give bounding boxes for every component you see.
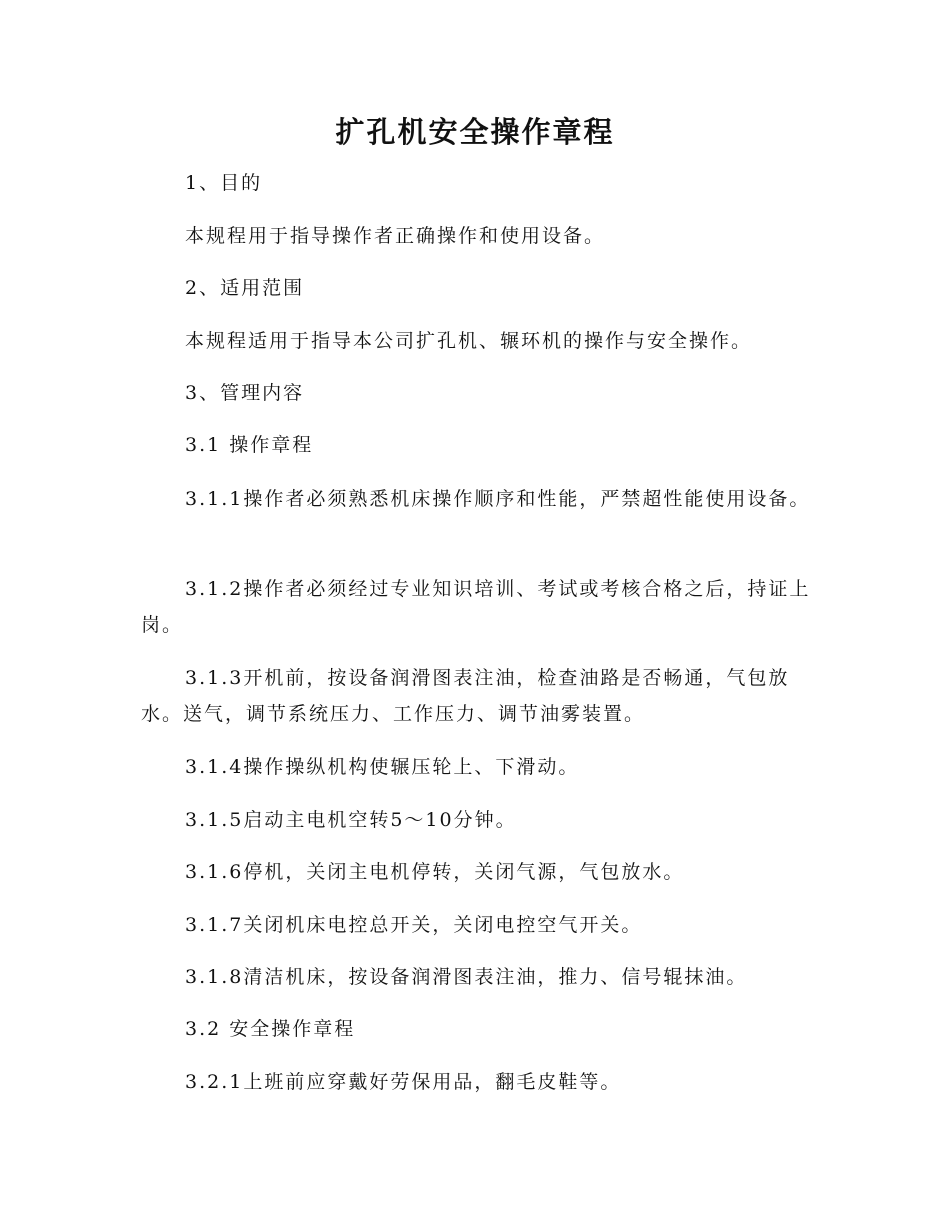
clause-3-2-1: 3.2.1上班前应穿戴好劳保用品，翻毛皮鞋等。 [185, 1071, 622, 1093]
clause-3-1-5: 3.1.5启动主电机空转5～10分钟。 [185, 809, 517, 831]
clause-3-1-7: 3.1.7关闭机床电控总开关，关闭电控空气开关。 [185, 914, 643, 936]
clause-3-1-3: 3.1.3开机前，按设备润滑图表注油，检查油路是否畅通，气包放水。送气，调节系统压力、工作压力、调节油雾装置。 [141, 667, 790, 725]
paragraph-scope: 本规程适用于指导本公司扩孔机、辗环机的操作与安全操作。 [185, 330, 753, 352]
section-heading-scope: 2、适用范围 [185, 277, 305, 299]
clause-3-1-8: 3.1.8清洁机床，按设备润滑图表注油，推力、信号辊抹油。 [185, 966, 748, 988]
clause-3-1-4: 3.1.4操作操纵机构使辗压轮上、下滑动。 [185, 756, 580, 778]
subsection-heading-safety: 3.2 安全操作章程 [185, 1018, 356, 1040]
document-title: 扩孔机安全操作章程 [335, 115, 615, 149]
section-heading-purpose: 1、目的 [185, 172, 263, 194]
clause-3-1-1: 3.1.1操作者必须熟悉机床操作顺序和性能，严禁超性能使用设备。 [185, 488, 811, 510]
paragraph-purpose: 本规程用于指导操作者正确操作和使用设备。 [185, 225, 606, 247]
section-heading-content: 3、管理内容 [185, 382, 305, 404]
subsection-heading-operation: 3.1 操作章程 [185, 434, 314, 456]
clause-3-1-2: 3.1.2操作者必须经过专业知识培训、考试或考核合格之后，持证上岗。 [141, 578, 811, 636]
clause-3-1-6: 3.1.6停机，关闭主电机停转，关闭气源，气包放水。 [185, 861, 685, 883]
